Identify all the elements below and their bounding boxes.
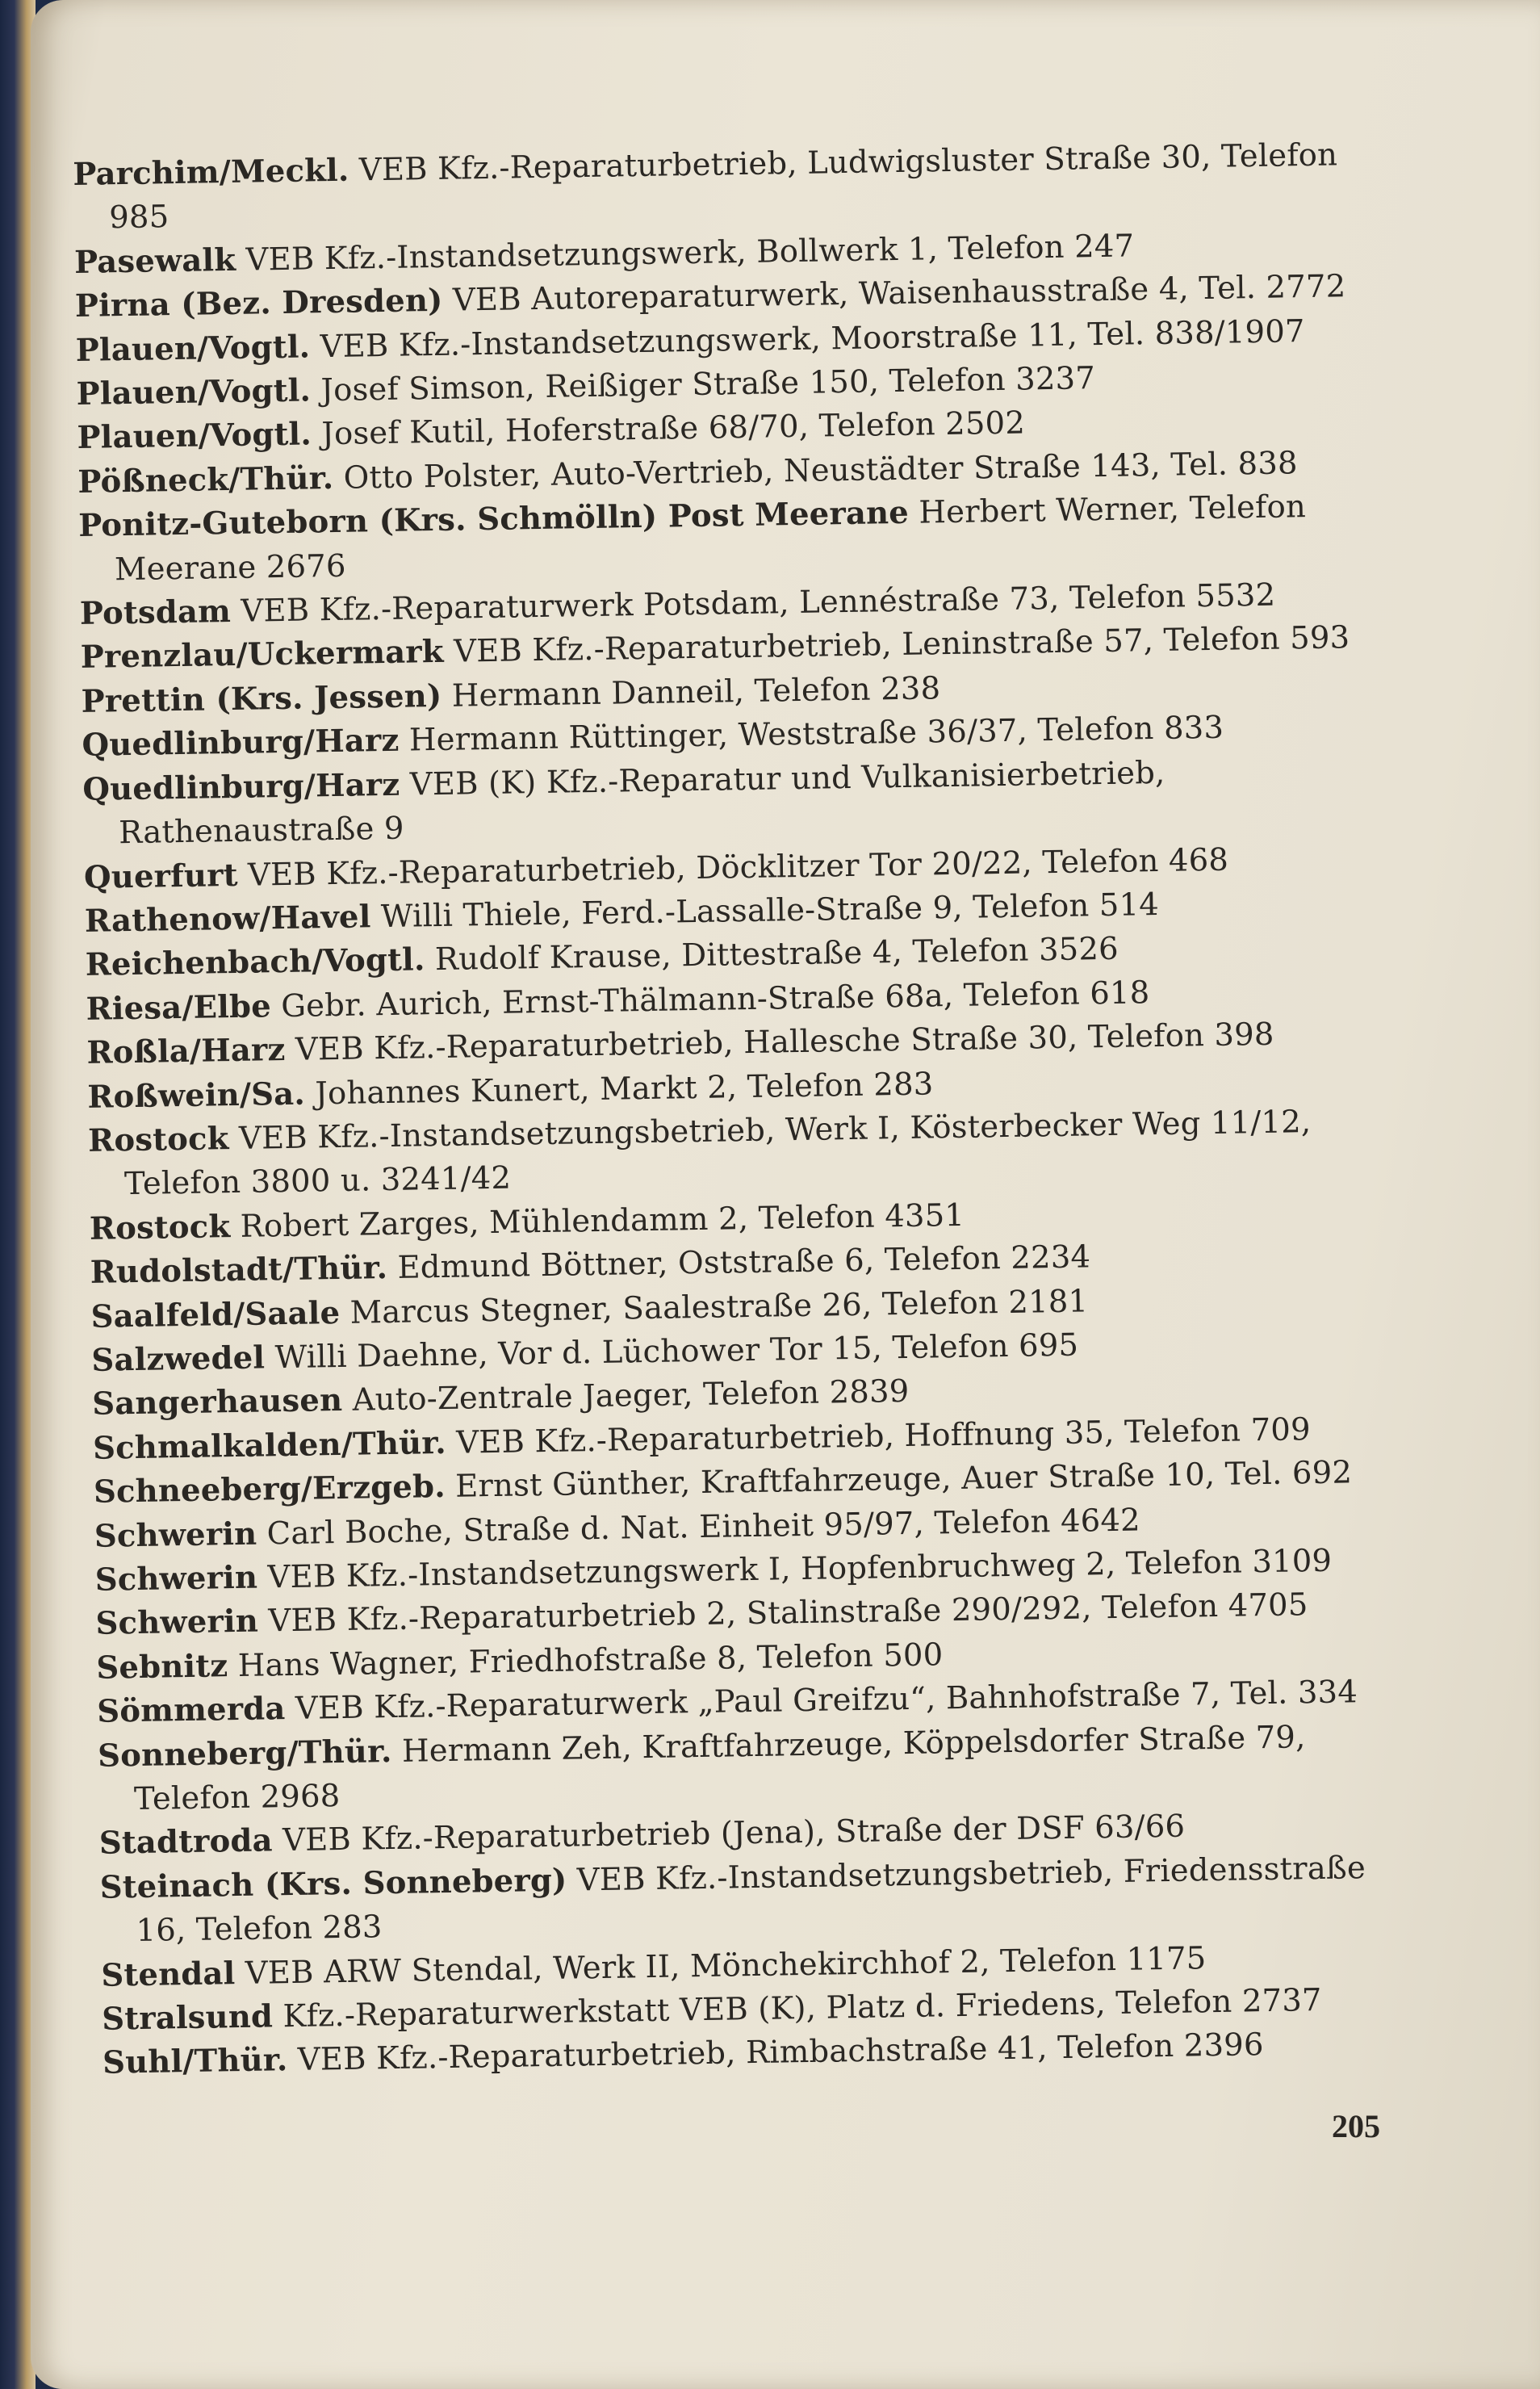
- entry-text: Marcus Stegner, Saalestraße 26, Telefon 2181: [349, 1282, 1089, 1331]
- entry-place: Schneeberg/Erzgeb.: [93, 1469, 446, 1511]
- entry-text: Willi Daehne, Vor d. Lüchower Tor 15, Telefon 695: [274, 1327, 1079, 1377]
- entry-text: VEB Kfz.-Reparaturbetrieb (Jena), Straße der DSF 63/66: [282, 1809, 1186, 1859]
- entry-place: Potsdam: [79, 593, 232, 632]
- entry-text: Carl Boche, Straße d. Nat. Einheit 95/97, Telefon 4642: [266, 1502, 1141, 1553]
- entry-text: Josef Simson, Reißiger Straße 150, Telefon 3237: [320, 360, 1096, 409]
- entry-place: Rostock: [87, 1121, 229, 1159]
- entry-text: Hermann Zeh, Kraftfahrzeuge, Köppelsdorfer Straße 79, Telefon 2968: [133, 1718, 1306, 1818]
- entry-place: Quedlinburg/Harz: [82, 723, 400, 765]
- entry-text: VEB Kfz.-Reparaturbetrieb, Hallesche Straße 30, Telefon 398: [295, 1016, 1274, 1068]
- entry-text: VEB Kfz.-Instandsetzungsbetrieb, Friedensstraße 16, Telefon 283: [136, 1849, 1366, 1950]
- entry-place: Schmalkalden/Thür.: [92, 1424, 447, 1467]
- entry-text: VEB Kfz.-Instandsetzungsbetrieb, Werk I, Kösterbecker Weg 11/12, Telefon 3800 u. 3241/42: [123, 1103, 1312, 1203]
- entry-place: Rostock: [89, 1208, 231, 1247]
- entry-text: VEB Kfz.-Reparaturwerk „Paul Greifzu“, Bahnhofstraße 7, Tel. 334: [295, 1674, 1358, 1728]
- entry-place: Roßla/Harz: [86, 1032, 286, 1071]
- entry-place: Plauen/Vogtl.: [77, 416, 312, 457]
- entry-place: Rudolstadt/Thür.: [90, 1250, 388, 1291]
- entry-text: Herbert Werner, Telefon Meerane 2676: [114, 488, 1307, 588]
- entry-text: Josef Kutil, Hoferstraße 68/70, Telefon 2502: [321, 404, 1026, 453]
- entry-text: VEB Kfz.-Reparaturwerk Potsdam, Lennéstraße 73, Telefon 5532: [241, 576, 1276, 630]
- entry-place: Schwerin: [94, 1559, 258, 1599]
- entry-place: Prenzlau/Uckermark: [80, 634, 445, 677]
- entry-place: Quedlinburg/Harz: [82, 766, 400, 808]
- entry-place: Pirna (Bez. Dresden): [74, 283, 443, 325]
- entry-place: Plauen/Vogtl.: [75, 329, 311, 369]
- entry-place: Schwerin: [95, 1603, 259, 1643]
- entry-text: Robert Zarges, Mühlendamm 2, Telefon 4351: [240, 1197, 965, 1245]
- entry-text: VEB Kfz.-Reparaturbetrieb, Ludwigsluster Straße 30, Telefon 985: [108, 136, 1338, 237]
- entry-text: Rudolf Krause, Dittestraße 4, Telefon 3526: [434, 931, 1119, 979]
- directory-list: [73, 132, 1426, 2085]
- entry-place: Pößneck/Thür.: [77, 459, 334, 501]
- entry-place: Stadtroda: [98, 1822, 274, 1863]
- entry-text: VEB ARW Stendal, Werk II, Mönchekirchhof 2, Telefon 1175: [245, 1939, 1207, 1992]
- entry-place: Plauen/Vogtl.: [76, 372, 312, 413]
- entry-text: Kfz.-Reparaturwerkstatt VEB (K), Platz d. Friedens, Telefon 2737: [282, 1982, 1323, 2035]
- entry-place: Riesa/Elbe: [86, 987, 272, 1028]
- entry-place: Sonneberg/Thür.: [97, 1733, 392, 1775]
- entry-place: Ponitz-Guteborn (Krs. Schmölln) Post Meerane: [77, 495, 910, 545]
- entry-place: Suhl/Thür.: [102, 2042, 288, 2082]
- entry-place: Prettin (Krs. Jessen): [81, 677, 442, 720]
- entry-text: VEB Autoreparaturwerk, Waisenhausstraße 4, Tel. 2772: [452, 268, 1346, 319]
- entry-place: Rathenow/Havel: [84, 899, 371, 940]
- entry-text: Gebr. Aurich, Ernst-Thälmann-Straße 68a, Telefon 618: [280, 974, 1150, 1025]
- entry-place: Stralsund: [101, 1998, 274, 2038]
- entry-place: Saalfeld/Saale: [90, 1294, 341, 1335]
- page-number: 205: [1332, 2108, 1380, 2144]
- entry-place: Schwerin: [94, 1515, 257, 1555]
- entry-text: Willi Thiele, Ferd.-Lassalle-Straße 9, Telefon 514: [380, 886, 1160, 936]
- entry-text: Auto-Zentrale Jaeger, Telefon 2839: [352, 1373, 910, 1419]
- entry-text: Otto Polster, Auto-Vertrieb, Neustädter Straße 143, Tel. 838: [343, 445, 1299, 497]
- entry-place: Roßwein/Sa.: [87, 1075, 306, 1116]
- entry-text: Edmund Böttner, Oststraße 6, Telefon 2234: [397, 1239, 1091, 1287]
- entry-text: VEB Kfz.-Instandsetzungswerk, Bollwerk 1, Telefon 247: [245, 228, 1135, 279]
- entry-text: Johannes Kunert, Markt 2, Telefon 283: [315, 1065, 934, 1112]
- entry-place: Steinach (Krs. Sonneberg): [99, 1862, 567, 1906]
- entry-place: Salzwedel: [91, 1339, 266, 1379]
- entry-text: VEB (K) Kfz.-Reparatur und Vulkanisierbetrieb, Rathenaustraße 9: [118, 754, 1165, 852]
- entry-text: Hans Wagner, Friedhofstraße 8, Telefon 500: [237, 1637, 944, 1684]
- entry-text: VEB Kfz.-Reparaturbetrieb, Rimbachstraße 41, Telefon 2396: [297, 2026, 1264, 2079]
- entry-place: Stendal: [101, 1955, 236, 1994]
- entry-text: VEB Kfz.-Instandsetzungswerk, Moorstraße 11, Tel. 838/1907: [320, 312, 1306, 365]
- entry-place: Sömmerda: [96, 1691, 286, 1730]
- entry-place: Pasewalk: [73, 241, 236, 281]
- entry-place: Sangerhausen: [91, 1382, 343, 1423]
- entry-text: Hermann Rüttinger, Weststraße 36/37, Telefon 833: [408, 709, 1224, 759]
- entry-place: Sebnitz: [96, 1648, 228, 1687]
- entry-text: VEB Kfz.-Reparaturbetrieb, Leninstraße 57, Telefon 593: [453, 619, 1350, 671]
- entry-text: VEB Kfz.-Reparaturbetrieb, Döcklitzer Tor 20/22, Telefon 468: [247, 841, 1229, 894]
- entry-place: Parchim/Meckl.: [73, 152, 349, 193]
- entry-text: VEB Kfz.-Reparaturbetrieb, Hoffnung 35, Telefon 709: [455, 1410, 1312, 1461]
- entry-text: VEB Kfz.-Reparaturbetrieb 2, Stalinstraße 290/292, Telefon 4705: [268, 1586, 1308, 1640]
- entry-place: Reichenbach/Vogtl.: [85, 941, 425, 984]
- entry-place: Querfurt: [83, 857, 238, 896]
- entry-text: Ernst Günther, Kraftfahrzeuge, Auer Straße 10, Tel. 692: [454, 1454, 1353, 1505]
- entry-text: Hermann Danneil, Telefon 238: [451, 670, 941, 715]
- entry-text: VEB Kfz.-Instandsetzungswerk I, Hopfenbruchweg 2, Telefon 3109: [267, 1542, 1333, 1596]
